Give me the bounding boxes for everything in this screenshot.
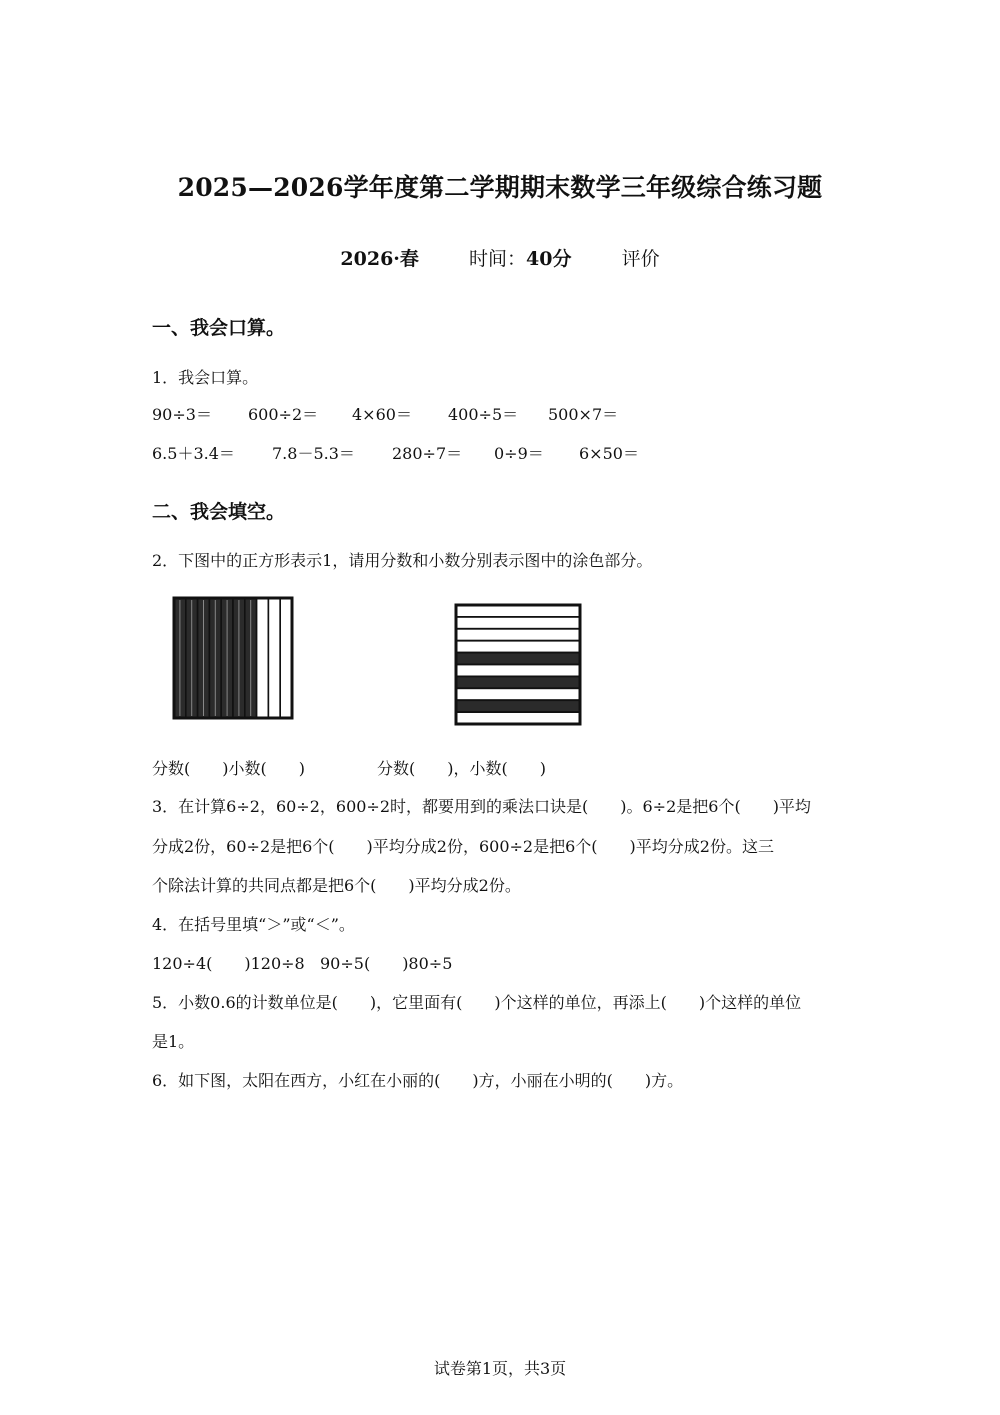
calc-item: 280÷7＝ <box>392 444 463 463</box>
compare-item: 90÷5( )80÷5 <box>320 954 453 973</box>
blank-strip <box>456 617 580 629</box>
time-value: 40分 <box>526 248 572 270</box>
calc-item: 500×7＝ <box>548 405 619 424</box>
question-5-line-1: 5．小数0.6的计数单位是( )，它里面有( )个这样的单位，再添上( )个这样的单位 <box>152 993 802 1012</box>
blank-strip <box>268 598 280 718</box>
question-6: 6．如下图，太阳在西方，小红在小丽的( )方，小丽在小明的( )方。 <box>152 1071 684 1090</box>
shaded-strip <box>456 653 580 665</box>
calc-item: 0÷9＝ <box>494 444 544 463</box>
question-2-answer-right: 分数( )，小数( ) <box>377 759 546 778</box>
calc-item: 6×50＝ <box>579 444 639 463</box>
question-1-label: 1．我会口算。 <box>152 368 259 387</box>
question-5-line-2: 是1。 <box>152 1032 195 1051</box>
calc-item: 4×60＝ <box>352 405 412 424</box>
page-title: 2025—2026学年度第二学期期末数学三年级综合练习题 <box>177 173 823 202</box>
section-heading-2: 二、我会填空。 <box>152 501 286 523</box>
question-3-line-1: 3．在计算6÷2，60÷2，600÷2时，都要用到的乘法口诀是( )。6÷2是把6个( )平均 <box>152 797 811 816</box>
term-label: 2026·春 <box>340 248 419 270</box>
blank-strip <box>456 629 580 641</box>
calc-item: 400÷5＝ <box>448 405 519 424</box>
horizontal-strips-figure <box>454 603 584 728</box>
question-3-line-3: 个除法计算的共同点都是把6个( )平均分成2份。 <box>152 876 521 895</box>
blank-strip <box>456 688 580 700</box>
header-meta <box>0 244 1000 271</box>
question-3-line-2: 分成2份，60÷2是把6个( )平均分成2份，600÷2是把6个( )平均分成2份。这三 <box>152 837 774 856</box>
calc-row-1 <box>152 405 618 425</box>
time-label: 时间： <box>469 248 527 270</box>
question-2-answer-left: 分数( )小数( ) <box>152 759 305 778</box>
calc-item: 7.8－5.3＝ <box>272 444 355 463</box>
page-footer: 试卷第1页，共3页 <box>433 1359 567 1378</box>
calc-item: 600÷2＝ <box>248 405 319 424</box>
vertical-strips-figure <box>172 596 296 724</box>
question-2: 2．下图中的正方形表示1，请用分数和小数分别表示图中的涂色部分。 <box>152 551 653 570</box>
calc-item: 90÷3＝ <box>152 405 212 424</box>
shaded-strip <box>456 676 580 688</box>
question-4-items <box>152 954 452 974</box>
calc-item: 6.5＋3.4＝ <box>152 444 235 463</box>
section-heading-1: 一、我会口算。 <box>152 317 286 339</box>
question-4: 4．在括号里填“＞”或“＜”。 <box>152 915 355 934</box>
blank-strip <box>456 605 580 617</box>
blank-strip <box>456 665 580 677</box>
calc-row-2 <box>152 444 639 464</box>
blank-strip <box>456 712 580 724</box>
blank-strip <box>280 598 292 718</box>
evaluation-label: 评价 <box>621 248 660 270</box>
compare-item: 120÷4( )120÷8 <box>152 954 305 973</box>
blank-strip <box>456 641 580 653</box>
blank-strip <box>257 598 269 718</box>
shaded-strip <box>456 700 580 712</box>
